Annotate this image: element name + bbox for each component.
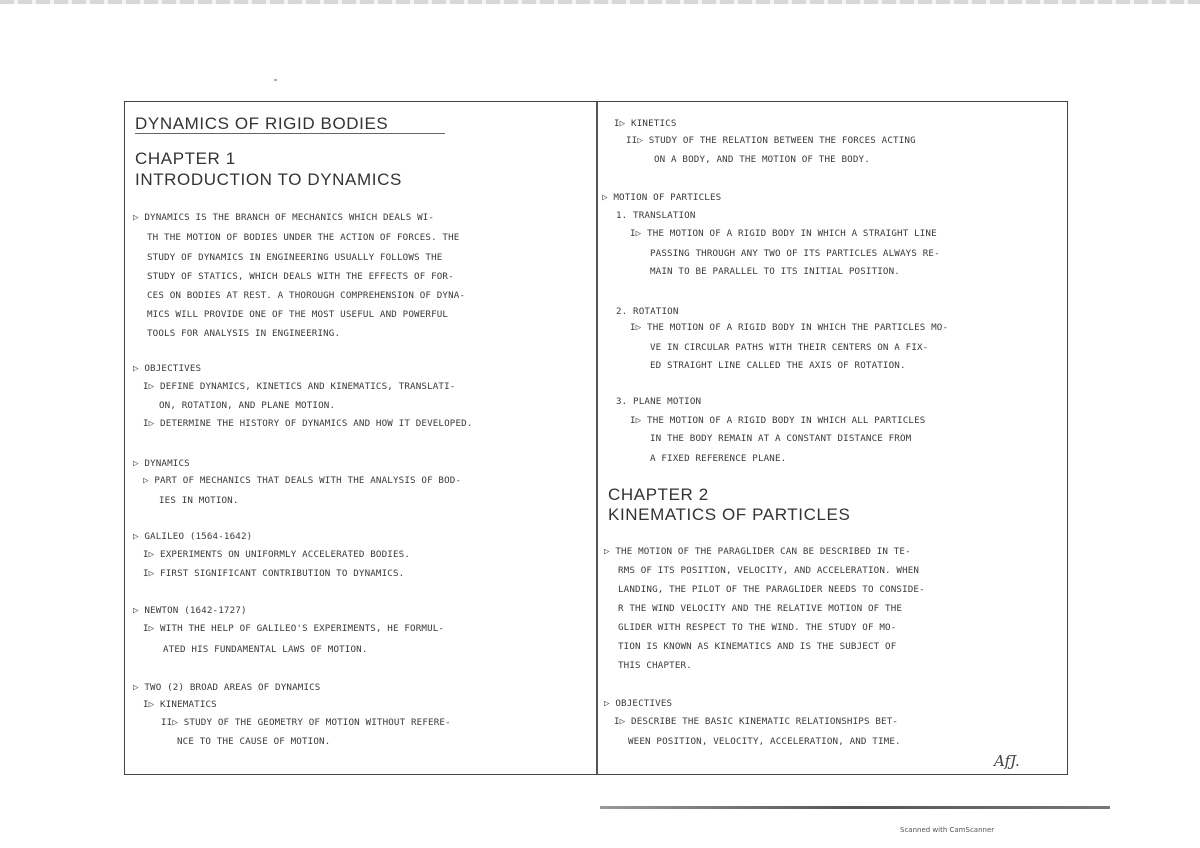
kinetics-line: ON A BODY, AND THE MOTION OF THE BODY. — [654, 154, 870, 165]
intro-line: CES ON BODIES AT REST. A THOROUGH COMPREHENSION OF DYNA- — [147, 290, 466, 301]
title-underline — [135, 133, 445, 134]
kinematics-heading: I▷ KINEMATICS — [143, 699, 217, 710]
intro-line: ▷ DYNAMICS IS THE BRANCH OF MECHANICS WHICH DEALS WI- — [133, 212, 435, 223]
objectives-heading: ▷ OBJECTIVES — [133, 363, 202, 374]
chapter1-title: INTRODUCTION TO DYNAMICS — [135, 170, 402, 189]
translation-line: PASSING THROUGH ANY TWO OF ITS PARTICLES ALWAYS RE- — [650, 248, 940, 259]
scanner-stamp: Scanned with CamScanner — [900, 826, 995, 834]
newton-heading: ▷ NEWTON (1642-1727) — [133, 605, 247, 616]
signature: AfJ. — [994, 752, 1020, 770]
scan-edge-bottom — [600, 806, 1110, 809]
chapter2-label: CHAPTER 2 — [608, 485, 709, 504]
kinematics-line: NCE TO THE CAUSE OF MOTION. — [177, 736, 331, 747]
chapter2-line: GLIDER WITH RESPECT TO THE WIND. THE STUDY OF MO- — [618, 622, 897, 633]
translation-heading: 1. TRANSLATION — [616, 210, 696, 221]
galileo-line: I▷ EXPERIMENTS ON UNIFORMLY ACCELERATED BODIES. — [143, 549, 411, 560]
right-column — [598, 102, 1067, 774]
newton-line: I▷ WITH THE HELP OF GALILEO'S EXPERIMENTS, HE FORMUL- — [143, 623, 445, 634]
chapter2-title: KINEMATICS OF PARTICLES — [608, 505, 851, 524]
two-areas-heading: ▷ TWO (2) BROAD AREAS OF DYNAMICS — [133, 682, 321, 693]
chapter1-label: CHAPTER 1 — [135, 149, 236, 168]
objective-line: I▷ DEFINE DYNAMICS, KINETICS AND KINEMATICS, TRANSLATI- — [143, 381, 456, 392]
chapter2-objective-line: I▷ DESCRIBE THE BASIC KINEMATIC RELATIONSHIPS BET- — [614, 716, 899, 727]
chapter2-line: LANDING, THE PILOT OF THE PARAGLIDER NEEDS TO CONSIDE- — [618, 584, 925, 595]
rotation-line: I▷ THE MOTION OF A RIGID BODY IN WHICH THE PARTICLES MO- — [630, 322, 949, 333]
plane-line: A FIXED REFERENCE PLANE. — [650, 453, 787, 464]
objective-line: ON, ROTATION, AND PLANE MOTION. — [159, 400, 336, 411]
intro-line: TH THE MOTION OF BODIES UNDER THE ACTION OF FORCES. THE — [147, 232, 460, 243]
rotation-heading: 2. ROTATION — [616, 306, 679, 317]
intro-line: TOOLS FOR ANALYSIS IN ENGINEERING. — [147, 328, 341, 339]
kinetics-line: II▷ STUDY OF THE RELATION BETWEEN THE FORCES ACTING — [626, 135, 916, 146]
intro-line: STUDY OF DYNAMICS IN ENGINEERING USUALLY FOLLOWS THE — [147, 252, 443, 263]
scan-edge-top — [0, 0, 1200, 4]
chapter2-line: THIS CHAPTER. — [618, 660, 692, 671]
dynamics-line: IES IN MOTION. — [159, 495, 239, 506]
intro-line: STUDY OF STATICS, WHICH DEALS WITH THE EFFECTS OF FOR- — [147, 271, 454, 282]
plane-line: IN THE BODY REMAIN AT A CONSTANT DISTANCE FROM — [650, 433, 912, 444]
chapter2-line: R THE WIND VELOCITY AND THE RELATIVE MOTION OF THE — [618, 603, 903, 614]
chapter2-objectives-heading: ▷ OBJECTIVES — [604, 698, 673, 709]
page-title: DYNAMICS OF RIGID BODIES — [135, 114, 389, 133]
dynamics-line: ▷ PART OF MECHANICS THAT DEALS WITH THE ANALYSIS OF BOD- — [143, 475, 462, 486]
scan-speck — [274, 79, 277, 81]
plane-line: I▷ THE MOTION OF A RIGID BODY IN WHICH ALL PARTICLES — [630, 415, 926, 426]
galileo-heading: ▷ GALILEO (1564-1642) — [133, 531, 253, 542]
intro-line: MICS WILL PROVIDE ONE OF THE MOST USEFUL AND POWERFUL — [147, 309, 449, 320]
rotation-line: ED STRAIGHT LINE CALLED THE AXIS OF ROTATION. — [650, 360, 906, 371]
chapter2-line: ▷ THE MOTION OF THE PARAGLIDER CAN BE DESCRIBED IN TE- — [604, 546, 911, 557]
plane-heading: 3. PLANE MOTION — [616, 396, 702, 407]
rotation-line: VE IN CIRCULAR PATHS WITH THEIR CENTERS ON A FIX- — [650, 342, 929, 353]
motion-heading: ▷ MOTION OF PARTICLES — [602, 192, 722, 203]
left-column — [125, 102, 595, 774]
newton-line: ATED HIS FUNDAMENTAL LAWS OF MOTION. — [163, 644, 368, 655]
chapter2-objective-line: WEEN POSITION, VELOCITY, ACCELERATION, AND TIME. — [628, 736, 901, 747]
objective-line: I▷ DETERMINE THE HISTORY OF DYNAMICS AND HOW IT DEVELOPED. — [143, 418, 473, 429]
translation-line: MAIN TO BE PARALLEL TO ITS INITIAL POSITION. — [650, 266, 900, 277]
galileo-line: I▷ FIRST SIGNIFICANT CONTRIBUTION TO DYNAMICS. — [143, 568, 405, 579]
notebook-page — [124, 101, 1068, 775]
translation-line: I▷ THE MOTION OF A RIGID BODY IN WHICH A STRAIGHT LINE — [630, 228, 937, 239]
kinematics-line: II▷ STUDY OF THE GEOMETRY OF MOTION WITHOUT REFERE- — [161, 717, 451, 728]
chapter2-line: TION IS KNOWN AS KINEMATICS AND IS THE SUBJECT OF — [618, 641, 897, 652]
chapter2-line: RMS OF ITS POSITION, VELOCITY, AND ACCELERATION. WHEN — [618, 565, 920, 576]
kinetics-heading: I▷ KINETICS — [614, 118, 677, 129]
dynamics-heading: ▷ DYNAMICS — [133, 458, 190, 469]
